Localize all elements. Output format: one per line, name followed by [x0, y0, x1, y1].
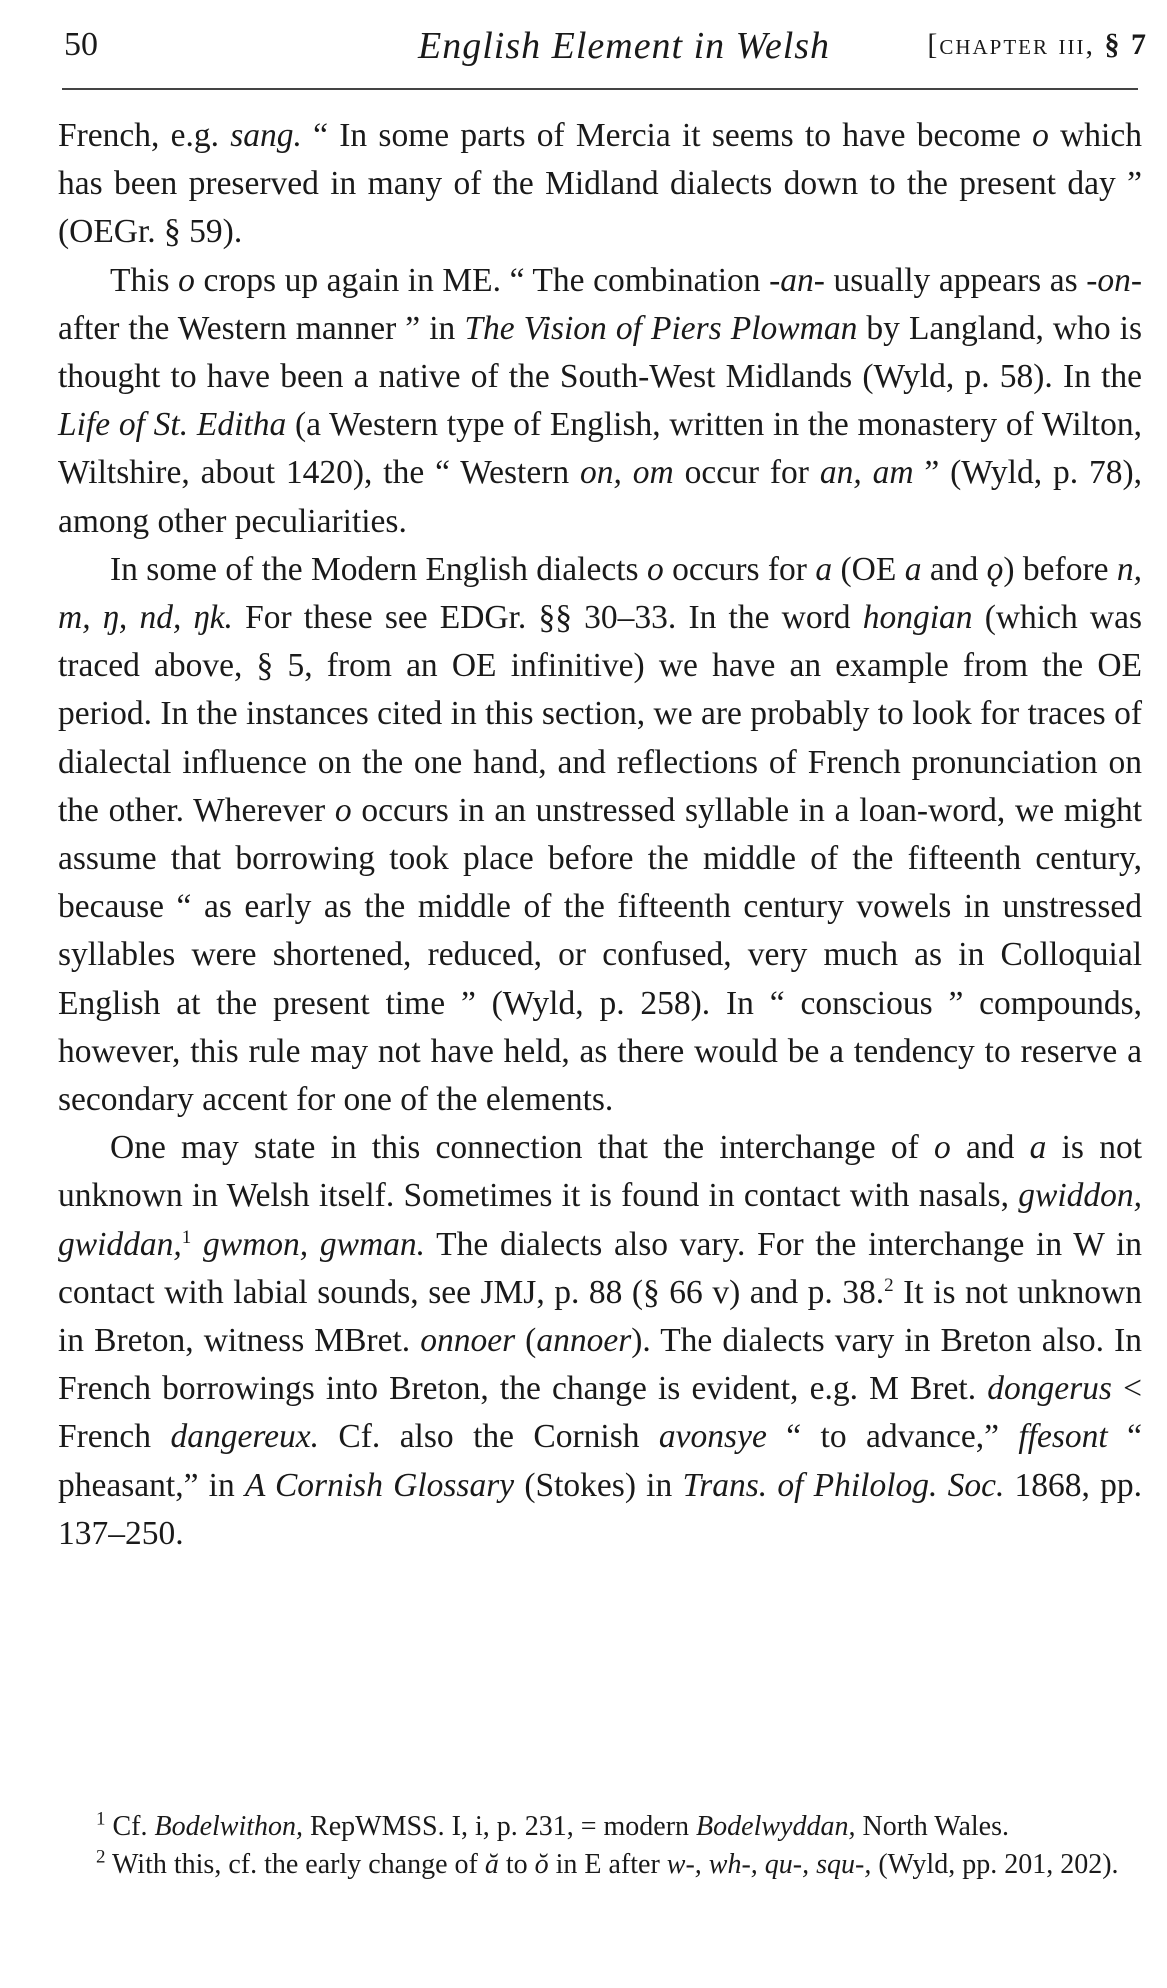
footnote-ref-2[interactable]: 2	[884, 1274, 894, 1296]
footnote-2: $^2$ With this, cf. the early change of ă to ŏ in E after w-, wh-, qu-, squ-, (Wyld, pp. 201, 202).	[96, 1846, 1119, 1880]
running-header	[58, 22, 1148, 82]
footnote-marker-1: 1	[96, 1808, 106, 1830]
footnote-ref-1[interactable]: 1	[181, 1226, 192, 1248]
footnote-marker-2: 2	[96, 1846, 106, 1868]
running-title: English Element in Welsh	[418, 25, 831, 67]
footnotes	[58, 1808, 1142, 1884]
paragraph-4: One may state in this connection that the interchange of o and a is not unknown in Welsh itself. Sometimes it is found in contact with nasals, gwiddon, gwiddan,$^1$ gwmon, gwman. The dialects also vary. For the interchange in W in contact with labial sounds, see JMJ, p. 88 (§ 66 v) and p. 38.$^2$ It is not unknown in Breton, witness MBret. onnoer (annoer). The dialects vary in Breton also. In French borrowings into Breton, the change is evident, e.g. M Bret. dongerus < French dangereux. Cf. also the Cornish avonsye “ to advance,” ffesont “ pheasant,” in A Cornish Glossary (Stokes) in Trans. of Philolog. Soc. 1868, pp. 137–250.	[58, 1129, 1143, 1552]
paragraph-1: French, e.g. sang. “ In some parts of Mercia it seems to have become o which has been preserved in many of the Midland dialects down to the present day ” (OEGr. § 59).	[58, 117, 1142, 251]
chapter-reference: [chapter iii, § 7	[927, 28, 1148, 61]
main-text	[58, 112, 1142, 1558]
footnote-1: $^1$ Cf. Bodelwithon, RepWMSS. I, i, p. 231, = modern Bodelwyddan, North Wales.	[96, 1808, 1010, 1842]
header-rule	[62, 88, 1138, 90]
paragraph-2: This o crops up again in ME. “ The combination -an- usually appears as -on- after the Western manner ” in The Vision of Piers Plowman by Langland, who is thought to have been a native of the South-West Midlands (Wyld, p. 58). In the Life of St. Editha (a Western type of English, written in the monastery of Wilton, Wiltshire, about 1420), the “ Western on, om occur for an, am ” (Wyld, p. 78), among other peculiarities.	[58, 261, 1143, 540]
page-number: 50	[64, 26, 98, 63]
paragraph-3: In some of the Modern English dialects o occurs for a (OE a and ǫ) before n, m, ŋ, nd, ŋk. For these see EDGr. §§ 30–33. In the word hongian (which was traced above, § 5, from an OE infinitive) we have an example from the OE period. In the instances cited in this section, we are probably to look for traces of dialectal influence on the one hand, and reflections of French pronunciation on the other. Wherever o occurs in an unstressed syllable in a loan-word, we might assume that borrowing took place before the middle of the fifteenth century, because “ as early as the middle of the fifteenth century vowels in unstressed syllables were shortened, reduced, or confused, very much as in Colloquial English at the present time ” (Wyld, p. 258). In “ conscious ” compounds, however, this rule may not have held, as there would be a tendency to reserve a secondary accent for one of the elements.	[58, 550, 1143, 1119]
